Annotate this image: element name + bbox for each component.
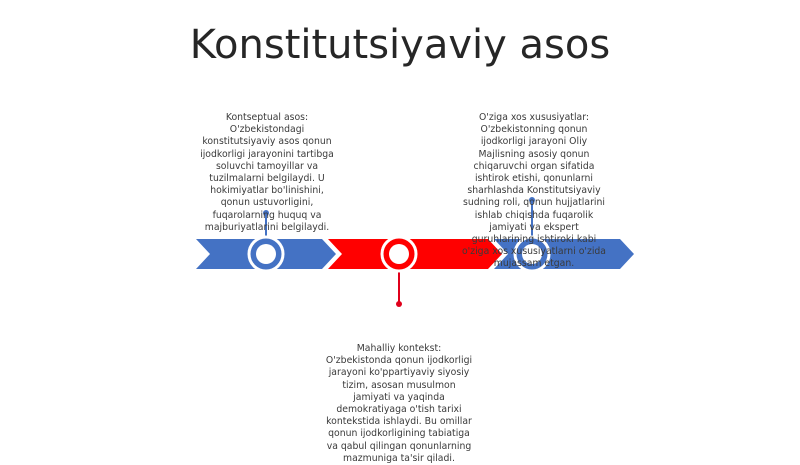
milestone-ring-1-inner — [256, 244, 276, 264]
connector-dot-2 — [396, 301, 402, 307]
milestone-text-specific-features: O'ziga xos xususiyatlar: O'zbekistonning qonun ijodkorligi jarayoni Oliy Majlisning asosiy qonun chiqaruvchi organ sifatida ishtirok etishi, qonunlarni sharhlashda Konstitutsiyaviy sudning roli, qonun hujjatlarini ishlab chiqishda fuqarolik jamiyati va ekspert guruhlarining ishtiroki kabi o'ziga xos xususiyatlarni o'zida mujassam etgan. — [461, 112, 607, 270]
milestone-text-local-context: Mahalliy kontekst: O'zbekistonda qonun ijodkorligi jarayoni ko'ppartiyaviy siyosiy tizim, asosan musulmon jamiyati va yaqinda demokratiyaga o'tish tarixi kontekstida ishlaydi. Bu omillar qonun ijodkorligining tabiatiga va qabul qilingan qonunlarning mazmuniga ta'sir qiladi. — [325, 343, 473, 464]
slide-title: Konstitutsiyaviy asos — [189, 22, 611, 68]
milestone-ring-2-inner — [389, 244, 409, 264]
milestone-text-conceptual: Kontseptual asos: O'zbekistondagi konstitutsiyaviy asos qonun ijodkorligi jarayonini tartibga soluvchi tamoyillar va tuzilmalarni belgilaydi. U hokimiyatlar bo'linishini, qonun ustuvorligini, fuqarolarning huquq va majburiyatlarini belgilaydi. — [200, 112, 334, 233]
